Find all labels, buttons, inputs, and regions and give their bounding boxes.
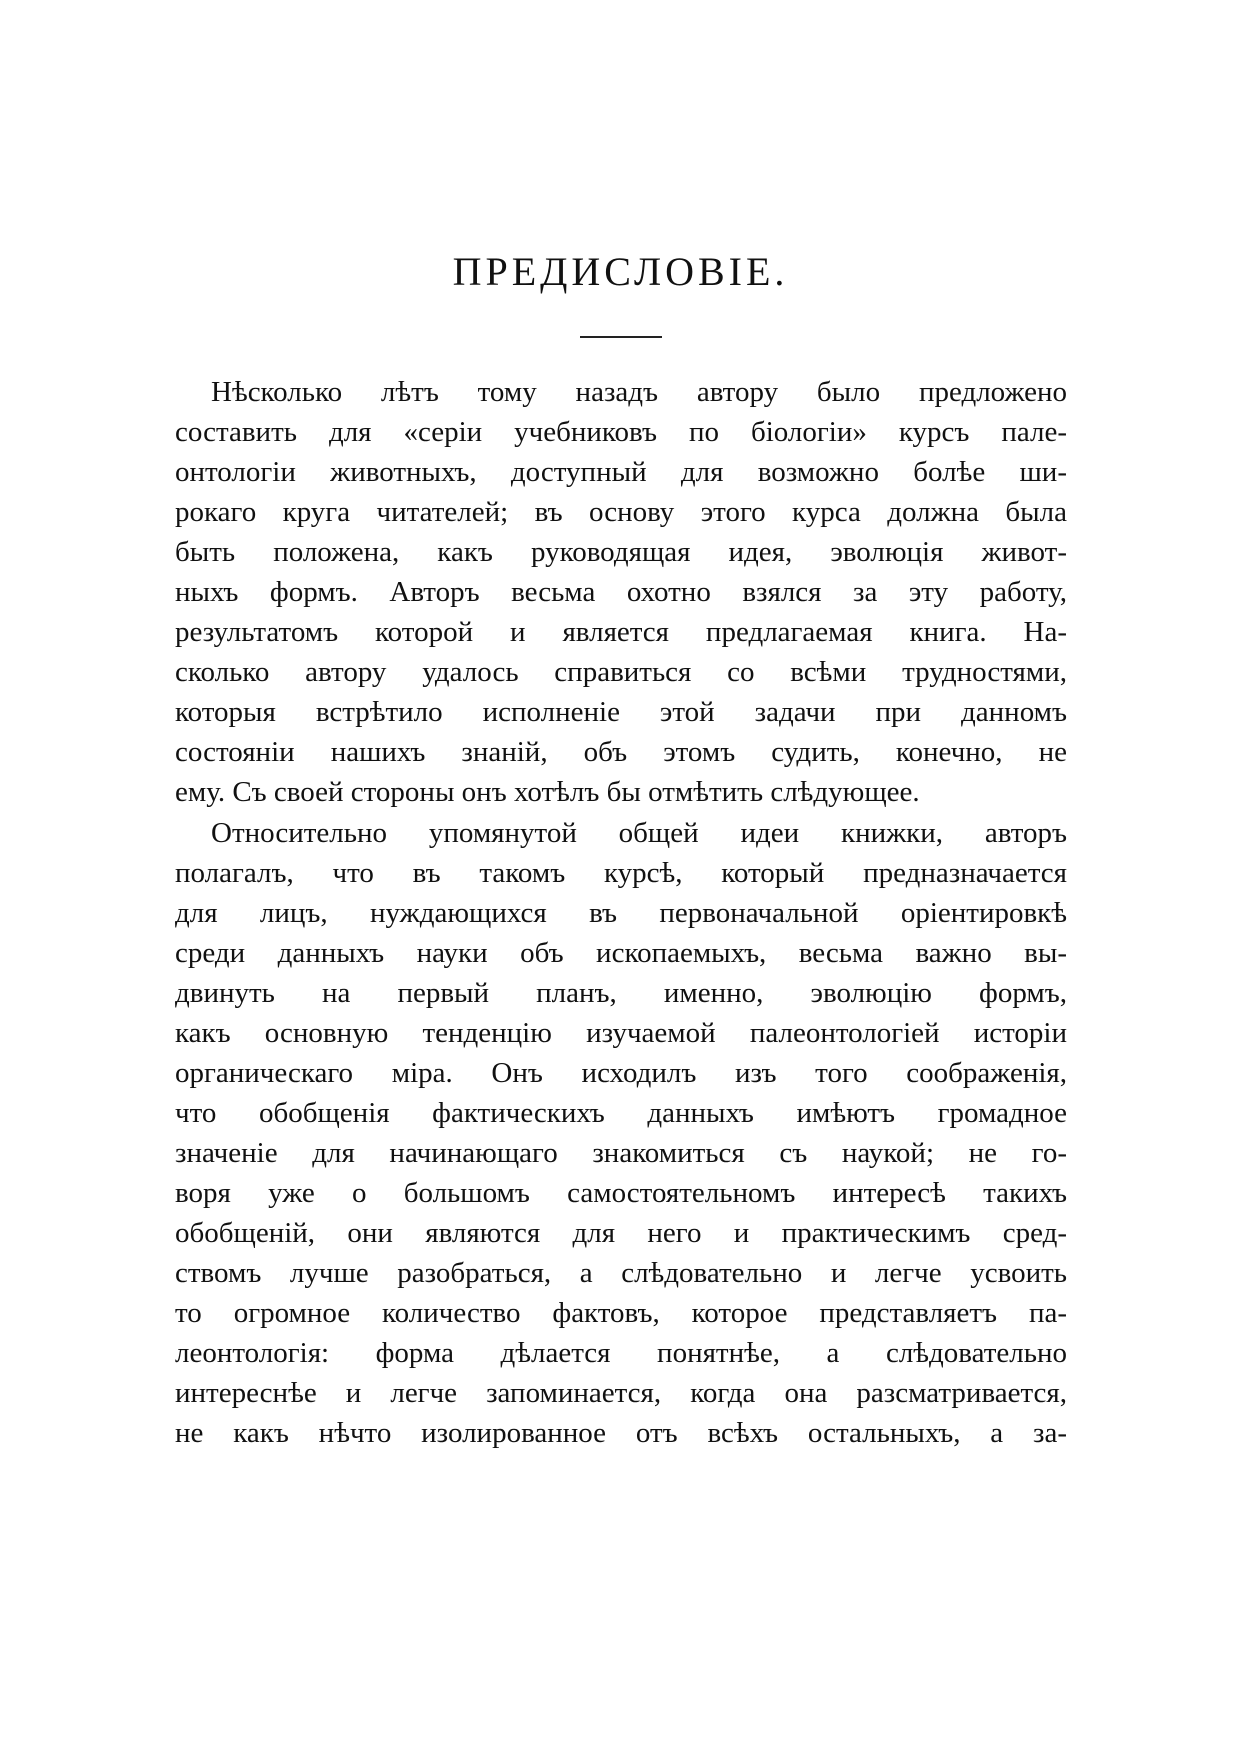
text-line: результатомъ которой и является предлагаемая книга. На- <box>175 616 1067 648</box>
text-line: среди данныхъ науки объ ископаемыхъ, весьма важно вы- <box>175 937 1067 969</box>
text-line: которыя встрѣтило исполненіе этой задачи при данномъ <box>175 696 1067 728</box>
text-line: ныхъ формъ. Авторъ весьма охотно взялся за эту работу, <box>175 576 1067 608</box>
text-line: состояніи нашихъ знаній, объ этомъ судить, конечно, не <box>175 736 1067 768</box>
text-line: для лицъ, нуждающихся въ первоначальной оріентировкѣ <box>175 897 1067 929</box>
title-divider <box>580 336 662 338</box>
text-line: какъ основную тенденцію изучаемой палеонтологіей исторіи <box>175 1017 1067 1049</box>
page-title: ПРЕДИСЛОВІЕ. <box>452 249 789 294</box>
text-line: воря уже о большомъ самостоятельномъ интересѣ такихъ <box>175 1177 1067 1209</box>
text-line: обобщеній, они являются для него и практическимъ сред- <box>175 1217 1067 1249</box>
text-line: органическаго міра. Онъ исходилъ изъ того соображенія, <box>175 1057 1067 1089</box>
text-line: что обобщенія фактическихъ данныхъ имѣютъ громадное <box>175 1097 1067 1129</box>
text-line: ствомъ лучше разобраться, а слѣдовательно и легче усвоить <box>175 1257 1067 1289</box>
text-line: рокаго круга читателей; въ основу этого курса должна была <box>175 496 1067 528</box>
text-line: то огромное количество фактовъ, которое представляетъ па- <box>175 1297 1067 1329</box>
paragraph-1 <box>175 372 1067 812</box>
text-line: онтологіи животныхъ, доступный для возможно болѣе ши- <box>175 456 1067 488</box>
text-line: значеніе для начинающаго знакомиться съ наукой; не го- <box>175 1137 1067 1169</box>
text-line: леонтологія: форма дѣлается понятнѣе, а слѣдовательно <box>175 1337 1067 1369</box>
text-line: быть положена, какъ руководящая идея, эволюція живот- <box>175 536 1067 568</box>
text-line: не какъ нѣчто изолированное отъ всѣхъ остальныхъ, а за- <box>175 1417 1067 1449</box>
body-text <box>175 372 1067 1453</box>
text-line: интереснѣе и легче запоминается, когда она разсматривается, <box>175 1377 1067 1409</box>
text-line: Нѣсколько лѣтъ тому назадъ автору было предложено <box>211 376 1067 408</box>
text-line: двинуть на первый планъ, именно, эволюцію формъ, <box>175 977 1067 1009</box>
text-line: ему. Съ своей стороны онъ хотѣлъ бы отмѣтить слѣдующее. <box>175 776 920 808</box>
text-line: сколько автору удалось справиться со всѣми трудностями, <box>175 656 1067 688</box>
text-line: полагалъ, что въ такомъ курсѣ, который предназначается <box>175 857 1067 889</box>
text-line: составить для «серіи учебниковъ по біологіи» курсъ пале- <box>175 416 1067 448</box>
text-line: Относительно упомянутой общей идеи книжки, авторъ <box>211 817 1067 849</box>
paragraph-2 <box>175 813 1067 1453</box>
